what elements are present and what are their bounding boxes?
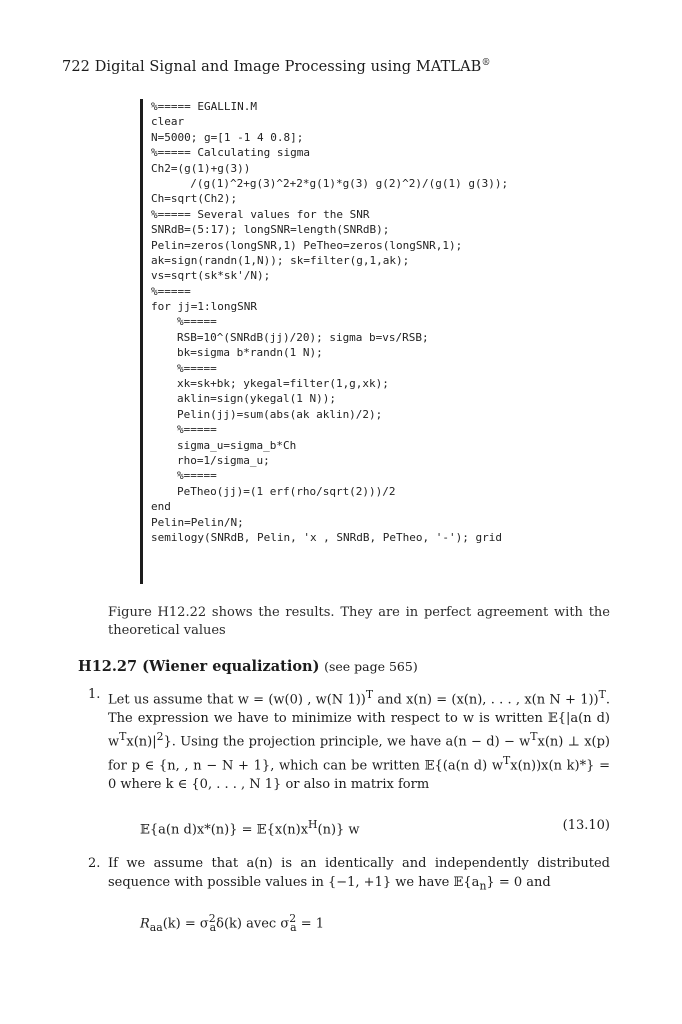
- text-run: . The expression we have to minimize with respect to w is written 𝔼{|a(n d) w: [108, 692, 610, 750]
- text-run: (k) = σ: [162, 916, 209, 932]
- section-page-ref: (see page 565): [324, 659, 418, 674]
- code-line: Pelin=zeros(longSNR,1) PeTheo=zeros(longSNR,1);: [151, 238, 463, 252]
- text-run: x(n) ⊥ x(p) for p ∈ {n, , n − N + 1}, which can be written 𝔼{(a(n d) w: [108, 734, 610, 774]
- code-line: end: [151, 500, 171, 514]
- superscript: 2: [208, 912, 216, 925]
- matlab-code-listing: [140, 99, 583, 584]
- code-line: bk=sigma b*randn(1 N);: [177, 346, 323, 360]
- code-line: Ch=sqrt(Ch2);: [151, 192, 238, 206]
- subscript: a: [209, 920, 217, 934]
- text-run: If we assume that a(n) is an identically and independently distributed sequence with possible values in {−1, +1} we have 𝔼{a: [108, 856, 610, 890]
- text-run: }. Using the projection principle, we have a(n − d) − w: [163, 734, 531, 750]
- code-line: Pelin=Pelin/N;: [151, 515, 244, 529]
- code-line: %=====: [177, 423, 217, 437]
- superscript: T: [365, 688, 374, 701]
- list-item-text: [108, 686, 610, 794]
- text-run: and x(n) = (x(n), . . . , x(n N + 1)): [373, 692, 599, 708]
- book-title: Digital Signal and Image Processing using MATLAB: [94, 59, 482, 75]
- running-header: [62, 58, 491, 75]
- code-line: /(g(1)^2+g(3)^2+2*g(1)*g(3) g(2)^2)/(g(1) g(3));: [177, 176, 509, 190]
- code-line: %===== Calculating sigma: [151, 146, 310, 160]
- equation-autocorrelation: [140, 912, 324, 934]
- code-line: aklin=sign(ykegal(1 N));: [177, 392, 336, 406]
- text-run: x(n)|: [126, 734, 157, 750]
- superscript: 2: [156, 730, 164, 744]
- code-line: %=====: [177, 315, 217, 329]
- list-item-number: 1.: [88, 687, 101, 702]
- code-line: %=====: [177, 469, 217, 483]
- equation-number: (13.10): [562, 818, 610, 833]
- code-line: xk=sk+bk; ykegal=filter(1,g,xk);: [177, 377, 389, 391]
- subscript: n: [479, 879, 487, 893]
- code-line: Ch2=(g(1)+g(3)): [151, 161, 251, 175]
- code-line: %===== Several values for the SNR: [151, 207, 370, 221]
- code-line: RSB=10^(SNRdB(jj)/20); sigma b=vs/RSB;: [177, 330, 429, 344]
- superscript: T: [598, 688, 606, 701]
- section-heading: [78, 658, 418, 675]
- equation-right: (n)} w: [317, 822, 360, 838]
- text-run: x(n))x(n k)*} = 0 where k ∈ {0, . . . , N 1} or also in matrix form: [108, 758, 610, 792]
- list-item-text: [108, 855, 610, 896]
- text-run: } = 0 and: [486, 874, 551, 890]
- code-line: sigma_u=sigma_b*Ch: [177, 438, 297, 452]
- code-line: Pelin(jj)=sum(abs(ak aklin)/2);: [177, 407, 383, 421]
- code-line: vs=sqrt(sk*sk'/N);: [151, 269, 271, 283]
- figure-paragraph: Figure H12.22 shows the results. They are in perfect agreement with the theoretical values: [108, 605, 610, 638]
- text-run: δ(k) avec σ: [216, 916, 290, 932]
- superscript: H: [308, 818, 318, 831]
- code-line: semilogy(SNRdB, Pelin, 'x , SNRdB, PeTheo, '-'); grid: [151, 530, 502, 544]
- subscript: aa: [149, 920, 163, 934]
- superscript: T: [530, 730, 538, 744]
- code-line: ak=sign(randn(1,N)); sk=filter(g,1,ak);: [151, 253, 410, 267]
- code-line: PeTheo(jj)=(1 erf(rho/sqrt(2)))/2: [177, 484, 396, 498]
- code-line: for jj=1:longSNR: [151, 300, 257, 314]
- equation-wiener-hopf: [140, 818, 360, 837]
- text-run: = 1: [296, 916, 324, 932]
- text-run: Let us assume that w = (w(0) , w(N 1)): [108, 692, 366, 708]
- superscript: T: [503, 754, 511, 768]
- equation-symbol: R: [140, 916, 150, 932]
- section-title: H12.27 (Wiener equalization): [78, 658, 320, 675]
- code-line: rho=1/sigma_u;: [177, 453, 270, 467]
- code-line: %=====: [177, 361, 217, 375]
- registered-mark: ®: [481, 58, 491, 68]
- superscript: T: [119, 730, 127, 744]
- superscript: 2: [289, 912, 297, 925]
- code-line: N=5000; g=[1 -1 4 0.8];: [151, 130, 304, 144]
- code-line: %===== EGALLIN.M: [151, 100, 257, 113]
- subscript: a: [290, 920, 297, 934]
- code-line: %=====: [151, 284, 191, 298]
- list-item-number: 2.: [88, 856, 101, 871]
- equation-left: 𝔼{a(n d)x*(n)} = 𝔼{x(n)x: [140, 822, 309, 838]
- code-line: clear: [151, 115, 185, 129]
- code-line: SNRdB=(5:17); longSNR=length(SNRdB);: [151, 223, 390, 237]
- page-number: 722: [62, 59, 90, 75]
